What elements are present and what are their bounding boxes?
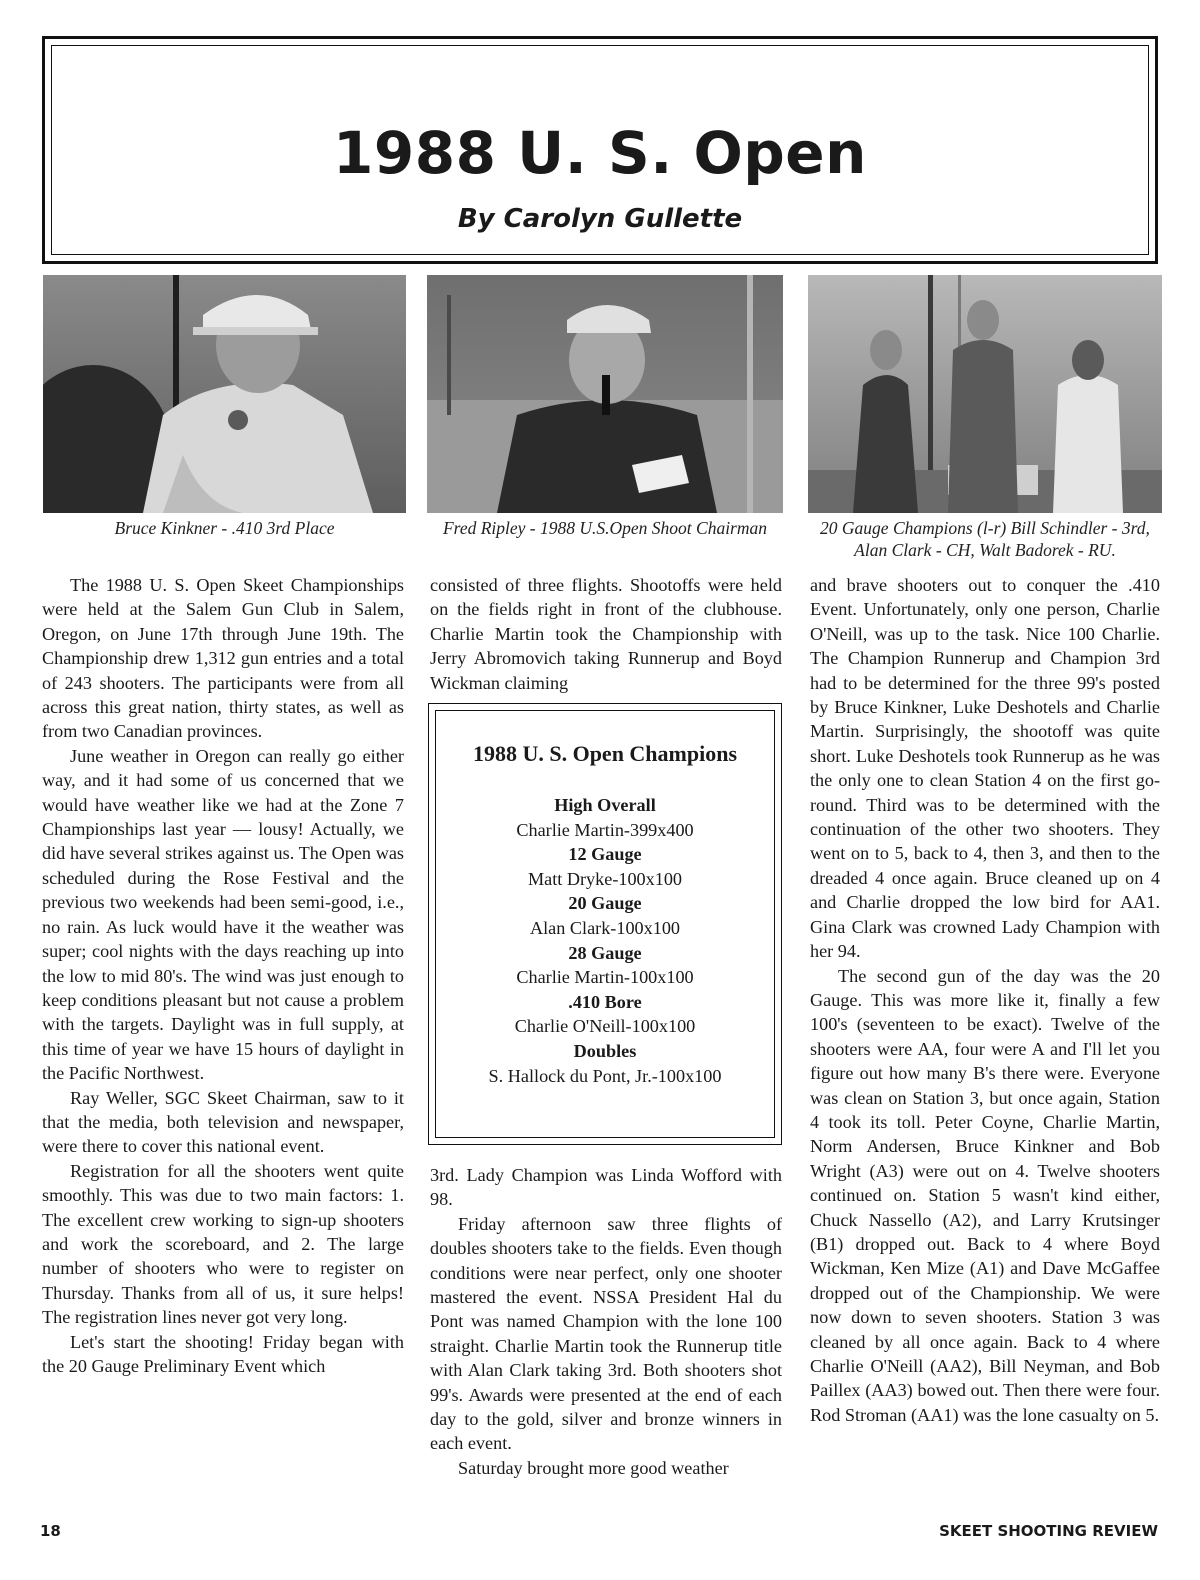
champions-list <box>436 793 774 1088</box>
champion-category: 12 Gauge <box>568 844 642 865</box>
champion-winner: S. Hallock du Pont, Jr.-100x100 <box>488 1065 722 1086</box>
article-column-2-bottom <box>430 1163 782 1480</box>
champion-category: 28 Gauge <box>568 942 642 963</box>
title-box <box>42 36 1158 264</box>
article-title: 1988 U. S. Open <box>333 119 867 187</box>
article-byline: By Carolyn Gullette <box>457 204 743 234</box>
champion-winner: Alan Clark-100x100 <box>529 917 681 938</box>
photo-caption: 20 Gauge Champions (l-r) Bill Schindler - 3rd, Alan Clark - CH, Walt Badorek - RU. <box>820 518 1150 560</box>
paragraph: Friday afternoon saw three flights of doubles shooters take to the fields. Even though conditions were near perfect, only one shooter mastered the event. NSSA President Hal du Pont was named Champion with the lone 100 straight. Charlie Martin took the Runnerup title with Alan Clark taking 3rd. Both shooters shot 99's. Awards were presented at the end of each day to the gold, silver and bronze winners in each event. <box>430 1213 782 1454</box>
champion-winner: Matt Dryke-100x100 <box>527 868 683 889</box>
paragraph: The 1988 U. S. Open Skeet Championships were held at the Salem Gun Club in Salem, Oregon, on June 17th through June 19th. The Championship drew 1,312 gun entries and a total of 243 shooters. The participants were from all across this great nation, thirty states, as well as from two Canadian provinces. <box>42 575 404 742</box>
photo-fred-ripley <box>427 275 783 513</box>
champion-winner: Charlie Martin-100x100 <box>516 967 694 988</box>
champion-winner: Charlie O'Neill-100x100 <box>514 1016 696 1037</box>
photo-bruce-kinkner <box>43 275 406 513</box>
paragraph: 3rd. Lady Champion was Linda Wofford with 98. <box>430 1165 782 1210</box>
paragraph: Let's start the shooting! Friday began with the 20 Gauge Preliminary Event which <box>42 1331 404 1376</box>
champion-category: .410 Bore <box>568 991 642 1012</box>
paragraph: The second gun of the day was the 20 Gauge. This was more like it, finally a few 100's (seventeen to be exact). Twelve of the shooters were AA, four were A and I'll let you figure out how many B's there were. Everyone was clean on Station 3, but once again, Station 4 took its toll. Peter Coyne, Charlie Martin, Norm Andersen, Bruce Kinkner and Bob Wright (A3) were out on 4. Twelve shooters continued on. Station 5 wasn't kind either, Chuck Nassello (A2), and Larry Krutsinger (B1) dropped out. Back to 4 where Boyd Wickman, Ken Mize (A1) and Dave McGaffee dropped out of the Championship. We were now down to seven shooters. Station 3 was cleaned by all once again. Back to 4 where Charlie O'Neill (AA2), Bill Neyman, and Bob Paillex (AA3) bowed out. Then there were four. Rod Stroman (AA1) was the lone casualty on 5. <box>810 965 1160 1425</box>
photo-caption: Bruce Kinkner - .410 3rd Place <box>114 518 335 538</box>
paragraph: Saturday brought more good weather <box>458 1457 729 1478</box>
champion-category: High Overall <box>554 795 656 815</box>
paragraph: consisted of three flights. Shootoffs were held on the fields right in front of the clubhouse. Charlie Martin took the Championship with Jerry Abromovich taking Runnerup and Boyd Wickman claiming <box>430 575 782 693</box>
champion-category: 20 Gauge <box>568 893 642 914</box>
article-column-3 <box>810 573 1160 1427</box>
paragraph: June weather in Oregon can really go either way, and it had some of us concerned that we would have weather like we had at the Zone 7 Championships last year — lousy! Actually, we did have several strikes against us. The Open was scheduled during the Rose Festival and the previous two weekends had been semi-good, i.e., no rain. As luck would have it the weather was super; cool nights with the days reaching up into the low to mid 80's. The wind was just enough to keep conditions pleasant but not cause a problem with the targets. Daylight was in full supply, at this time of year we have 15 hours of daylight in the Pacific Northwest. <box>42 745 404 1084</box>
photo-caption: Fred Ripley - 1988 U.S.Open Shoot Chairman <box>442 518 768 538</box>
champions-box <box>428 703 782 1145</box>
champions-title: 1988 U. S. Open Champions <box>472 741 738 766</box>
paragraph: Registration for all the shooters went quite smoothly. This was due to two main factors: 1. The excellent crew working to sign-up shooters and work the scoreboard, and 2. The large number of shooters who were to register on Thursday. Thanks from all of us, it sure helps! The registration lines never got very long. <box>42 1160 404 1328</box>
article-column-2-top <box>430 573 782 695</box>
photo-20-gauge-champions <box>808 275 1162 513</box>
paragraph: Ray Weller, SGC Skeet Chairman, saw to it that the media, both television and newspaper, were there to cover this national event. <box>42 1087 404 1157</box>
champion-winner: Charlie Martin-399x400 <box>516 819 694 840</box>
page-number: 18 <box>40 1522 61 1540</box>
article-column-1 <box>42 573 404 1378</box>
paragraph: and brave shooters out to conquer the .410 Event. Unfortunately, only one person, Charlie O'Neill, was up to the task. Nice 100 Charlie. The Champion Runnerup and Champion 3rd had to be determined for the three 99's posted by Bruce Kinkner, Luke Deshotels and Charlie Martin. Surprisingly, the shootoff was quite short. Luke Deshotels took Runnerup as he was the only one to clean Station 4 on the first go-round. Third was to be determined with the continuation of the other two shooters. They went on to 5, back to 4, then 3, and then to the dreaded 4 once again. Bruce cleaned up on 4 and Charlie dropped the low bird for AA1. Gina Clark was crowned Lady Champion with her 94. <box>810 575 1160 962</box>
magazine-name: SKEET SHOOTING REVIEW <box>939 1522 1158 1540</box>
champion-category: Doubles <box>573 1040 637 1061</box>
